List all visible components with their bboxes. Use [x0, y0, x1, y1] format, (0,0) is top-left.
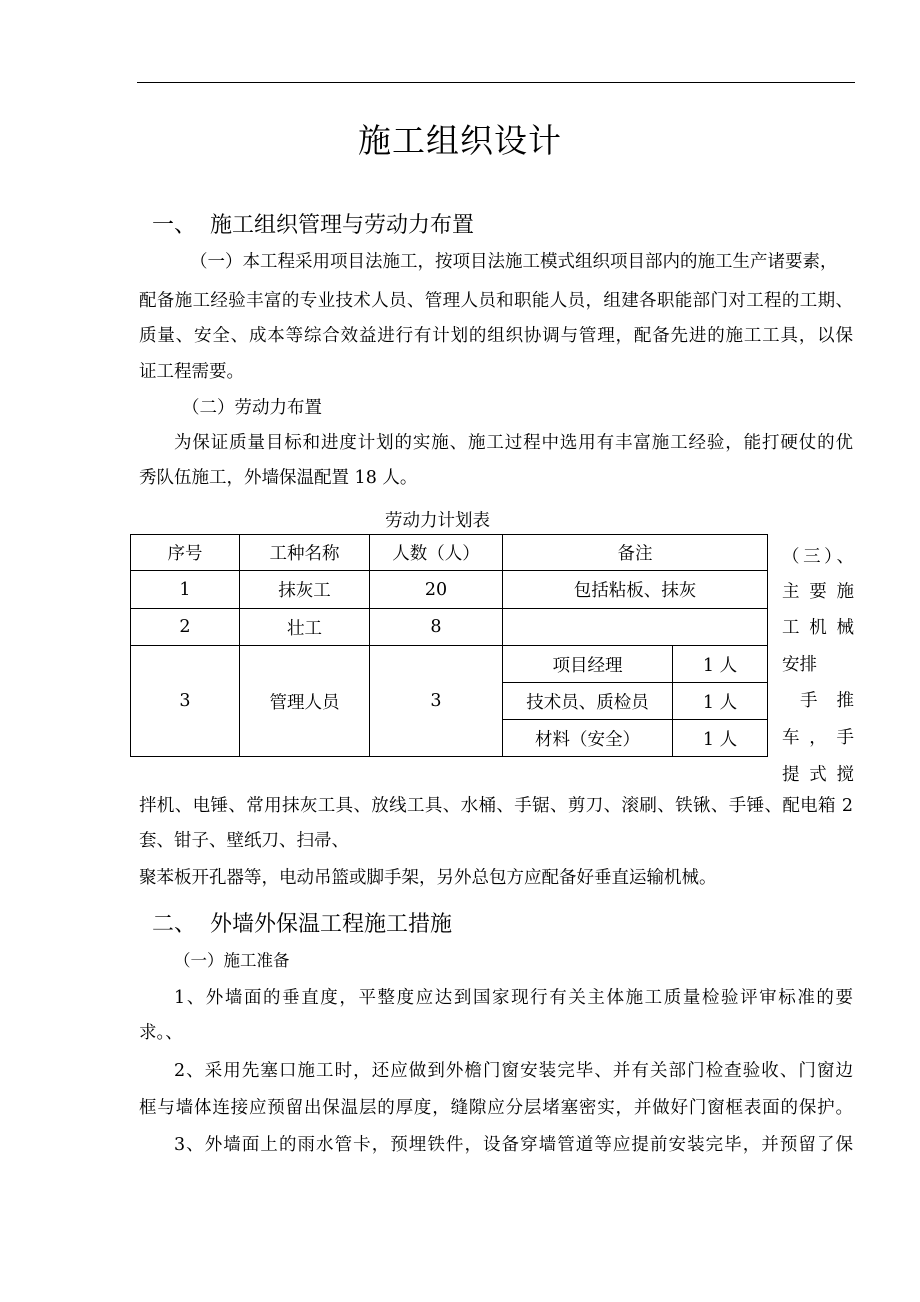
header-trade: 工种名称 [240, 535, 370, 571]
labor-plan-table [130, 534, 768, 757]
cell-count: 8 [370, 609, 503, 646]
table-header-row [131, 535, 768, 571]
table-caption: 劳动力计划表 [385, 511, 490, 531]
cell-role-count: 1 人 [673, 720, 768, 757]
section2-number: 二、 [152, 912, 197, 937]
cell-trade: 管理人员 [240, 646, 370, 757]
cell-no: 3 [131, 646, 240, 757]
paragraph-line: 聚苯板开孔器等，电动吊篮或脚手架，另外总包方应配备好垂直运输机械。 [139, 868, 717, 888]
side-text-line: 手推 [800, 691, 854, 711]
cell-trade: 壮工 [240, 609, 370, 646]
header-no: 序号 [131, 535, 240, 571]
paragraph-line: 秀队伍施工，外墙保温配置 18 人。 [139, 468, 418, 488]
paragraph-line: 拌机、电锤、常用抹灰工具、放线工具、水桶、手锯、剪刀、滚刷、铁锹、手锤、配电箱 2 [139, 796, 853, 816]
side-text-line: （三）、 [782, 547, 854, 567]
document-title: 施工组织设计 [358, 121, 562, 160]
header-note: 备注 [503, 535, 768, 571]
paragraph-line: （一）本工程采用项目法施工，按项目法施工模式组织项目部内的施工生产诸要素， [190, 252, 838, 272]
section1-number: 一、 [152, 213, 197, 238]
subsection-title: （二）劳动力布置 [182, 398, 322, 418]
cell-role: 材料（安全） [503, 720, 673, 757]
header-count: 人数（人） [370, 535, 503, 571]
cell-trade: 抹灰工 [240, 571, 370, 609]
paragraph-line: 2、采用先塞口施工时，还应做到外檐门窗安装完毕、并有关部门检查验收、门窗边 [174, 1061, 853, 1081]
cell-role: 项目经理 [503, 646, 673, 683]
cell-count: 20 [370, 571, 503, 609]
section1-heading: 施工组织管理与劳动力布置 [210, 213, 475, 238]
paragraph-line: 质量、安全、成本等综合效益进行有计划的组织协调与管理，配备先进的施工工具，以保 [139, 326, 853, 346]
side-text-line: 车，手 [782, 728, 854, 748]
paragraph-line: 配备施工经验丰富的专业技术人员、管理人员和职能人员，组建各职能部门对工程的工期、 [139, 291, 853, 311]
subsection-title: （一）施工准备 [174, 951, 290, 970]
paragraph-line: 为保证质量目标和进度计划的实施、施工过程中选用有丰富施工经验，能打硬仗的优 [174, 433, 853, 453]
side-text-line: 提式搅 [782, 765, 854, 785]
cell-role-count: 1 人 [673, 683, 768, 720]
paragraph-line: 1、外墙面的垂直度，平整度应达到国家现行有关主体施工质量检验评审标准的要 [174, 988, 853, 1008]
cell-note: 包括粘板、抹灰 [503, 571, 768, 609]
paragraph-line: 证工程需要。 [139, 362, 244, 382]
cell-no: 1 [131, 571, 240, 609]
paragraph-line: 套、钳子、壁纸刀、扫帚、 [139, 831, 349, 851]
table-row [131, 646, 768, 683]
side-text-line: 工机械 [782, 618, 854, 638]
side-text-line: 安排 [782, 655, 817, 675]
section2-heading: 外墙外保温工程施工措施 [210, 912, 453, 937]
side-text-line: 主要施 [782, 582, 854, 602]
header-rule [137, 82, 855, 83]
table-row [131, 609, 768, 646]
cell-role: 技术员、质检员 [503, 683, 673, 720]
paragraph-line: 框与墙体连接应预留出保温层的厚度，缝隙应分层堵塞密实，并做好门窗框表面的保护。 [139, 1098, 853, 1118]
paragraph-line: 3、外墙面上的雨水管卡，预埋铁件，设备穿墙管道等应提前安装完毕，并预留了保 [174, 1135, 853, 1155]
cell-count: 3 [370, 646, 503, 757]
cell-no: 2 [131, 609, 240, 646]
table-row [131, 571, 768, 609]
cell-note [503, 609, 768, 646]
cell-role-count: 1 人 [673, 646, 768, 683]
paragraph-line: 求。、 [139, 1023, 183, 1043]
